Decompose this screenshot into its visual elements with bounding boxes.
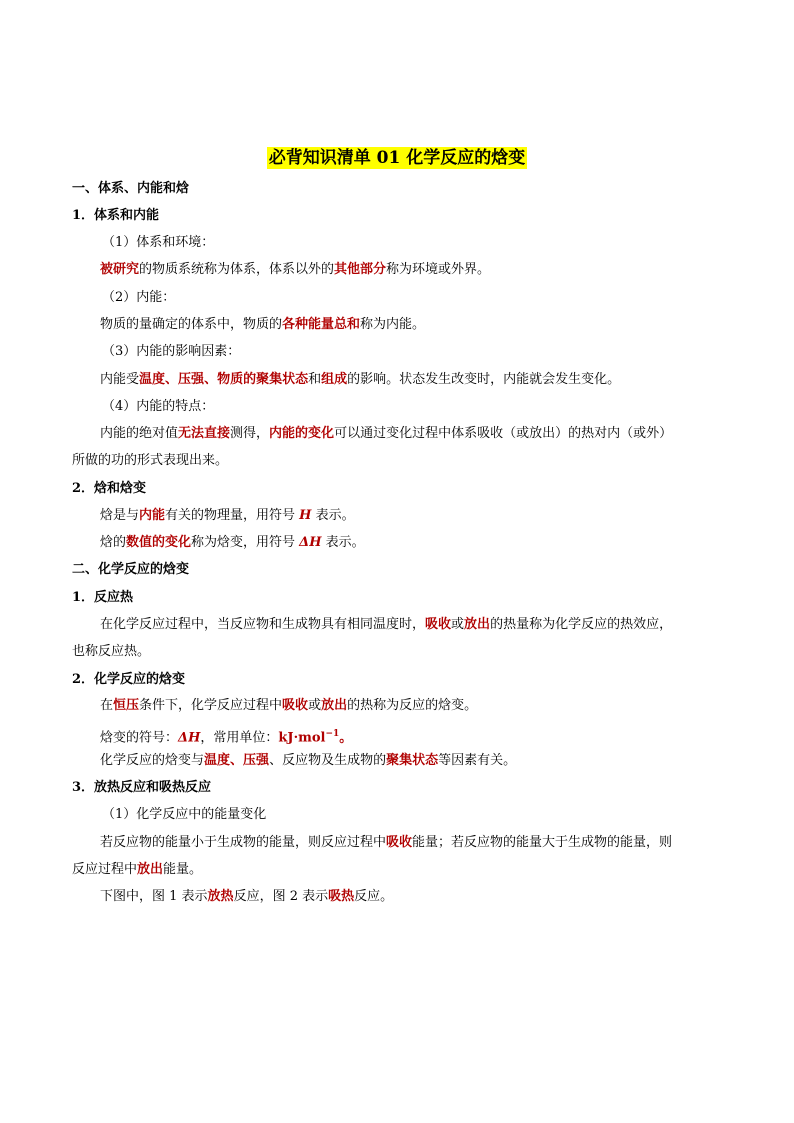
key-term: 数值的变化: [126, 535, 192, 550]
key-term: 物质的聚集状态: [217, 372, 309, 387]
text-run: 内能的绝对值: [100, 426, 179, 441]
text-run: 反应过程中: [72, 862, 138, 877]
text-run: 或: [308, 698, 322, 713]
subsection-1-2-heading: 2．焓和焓变: [72, 481, 147, 496]
text-run: 物质的量确定的体系中，物质的: [100, 317, 283, 332]
paragraph-characteristics-continued: 所做的功的形式表现出来。: [72, 453, 229, 468]
text-run: 。: [339, 730, 353, 746]
key-term: 吸收: [282, 698, 309, 713]
key-term: 聚集状态: [386, 753, 439, 768]
text-run: 表示。: [311, 508, 355, 523]
key-term: 内能: [139, 508, 166, 523]
point-energy-change-label: （1）化学反应中的能量变化: [102, 807, 267, 822]
key-term: 放出: [321, 698, 348, 713]
text-run: 测得，: [230, 426, 270, 441]
text-run: 在化学反应过程中，当反应物和生成物具有相同温度时，: [100, 617, 426, 632]
paragraph-reaction-heat: [100, 616, 672, 634]
text-run: 、反应物及生成物的: [269, 753, 387, 768]
symbol-delta-h: ΔH: [299, 535, 322, 550]
subsection-2-2-heading: 2．化学反应的焓变: [72, 672, 186, 687]
section-1-heading: 一、体系、内能和焓: [72, 181, 190, 196]
paragraph-reaction-enthalpy: [100, 697, 477, 715]
key-term: 吸收: [425, 617, 452, 632]
text-run: 内能受: [100, 372, 140, 387]
symbol-delta-h: ΔH: [178, 730, 201, 746]
paragraph-influencing-factors: [100, 371, 620, 389]
page-title: [0, 143, 794, 168]
symbol-h: H: [299, 508, 312, 523]
text-run: 若反应物的能量小于生成物的能量，则反应过程中: [100, 835, 387, 850]
section-2-heading: 二、化学反应的焓变: [72, 562, 190, 577]
key-term: 组成: [321, 372, 348, 387]
text-run: 能量。: [163, 862, 203, 877]
unit-kj-mol: kJ·mol: [278, 730, 326, 746]
text-run: 条件下，化学反应过程中: [139, 698, 283, 713]
key-term: 恒压: [113, 698, 140, 713]
key-term: 放热: [207, 889, 234, 904]
text-run: 等因素有关。: [438, 753, 517, 768]
key-term: 被研究: [100, 262, 140, 277]
paragraph-internal-energy: [100, 316, 425, 334]
key-term: 温度: [139, 372, 166, 387]
text-run: 化学反应的焓变与: [100, 753, 205, 768]
point-3-label: （3）内能的影响因素：: [102, 344, 241, 359]
paragraph-enthalpy-factors: [100, 752, 516, 770]
key-term: 压强: [178, 372, 205, 387]
point-1-label: （1）体系和环境：: [102, 235, 215, 250]
text-run: ，常用单位：: [200, 730, 279, 746]
key-term: 吸收: [386, 835, 413, 850]
point-2-label: （2）内能：: [102, 290, 176, 305]
paragraph-enthalpy: [100, 507, 355, 525]
text-run: 称为内能。: [360, 317, 426, 332]
paragraph-figure-reference: [100, 888, 393, 906]
key-term: 、: [230, 753, 244, 768]
key-term: 无法直接: [178, 426, 231, 441]
text-run: 焓是与: [100, 508, 140, 523]
text-run: 可以通过变化过程中体系吸收（或放出）的热对内（或外）: [334, 426, 673, 441]
point-4-label: （4）内能的特点：: [102, 399, 215, 414]
subsection-2-3-heading: 3．放热反应和吸热反应: [72, 780, 212, 795]
text-run: 的热称为反应的焓变。: [347, 698, 478, 713]
text-run: 的影响。状态发生改变时，内能就会发生变化。: [347, 372, 621, 387]
subsection-1-1-heading: 1．体系和内能: [72, 208, 160, 223]
text-run: 能量；若反应物的能量大于生成物的能量，则: [412, 835, 673, 850]
key-term: 放出: [464, 617, 491, 632]
paragraph-system-environment: [100, 261, 490, 279]
paragraph-enthalpy-change: [100, 534, 365, 552]
unit-exponent: −1: [325, 729, 340, 739]
text-run: 表示。: [321, 535, 365, 550]
text-run: 和: [308, 372, 322, 387]
text-run: 在: [100, 698, 114, 713]
key-term: 放出: [137, 862, 164, 877]
key-term: 、: [204, 372, 218, 387]
text-run: 有关的物理量，用符号: [165, 508, 300, 523]
paragraph-reaction-heat-continued: 也称反应热。: [72, 644, 151, 659]
text-run: 焓的: [100, 535, 127, 550]
text-run: 或: [451, 617, 465, 632]
key-term: 温度: [204, 753, 231, 768]
paragraph-characteristics: [100, 425, 672, 443]
key-term: 吸热: [328, 889, 355, 904]
text-run: 下图中，图 1 表示: [100, 889, 208, 904]
subsection-2-1-heading: 1．反应热: [72, 590, 134, 605]
key-term: 压强: [243, 753, 270, 768]
paragraph-enthalpy-unit: [100, 725, 352, 747]
key-term: 内能的变化: [269, 426, 335, 441]
page-title-text: 必背知识清单 01 化学反应的焓变: [268, 148, 526, 168]
key-term: 各种能量总和: [282, 317, 361, 332]
key-term: 、: [165, 372, 179, 387]
paragraph-energy-change: [100, 834, 672, 852]
text-run: 称为焓变，用符号: [191, 535, 300, 550]
paragraph-energy-change-continued: [72, 861, 202, 879]
key-term: 其他部分: [334, 262, 387, 277]
text-run: 的物质系统称为体系，体系以外的: [139, 262, 335, 277]
text-run: 焓变的符号：: [100, 730, 179, 746]
text-run: 反应。: [354, 889, 394, 904]
text-run: 称为环境或外界。: [386, 262, 491, 277]
text-run: 反应，图 2 表示: [233, 889, 329, 904]
text-run: 的热量称为化学反应的热效应，: [490, 617, 673, 632]
